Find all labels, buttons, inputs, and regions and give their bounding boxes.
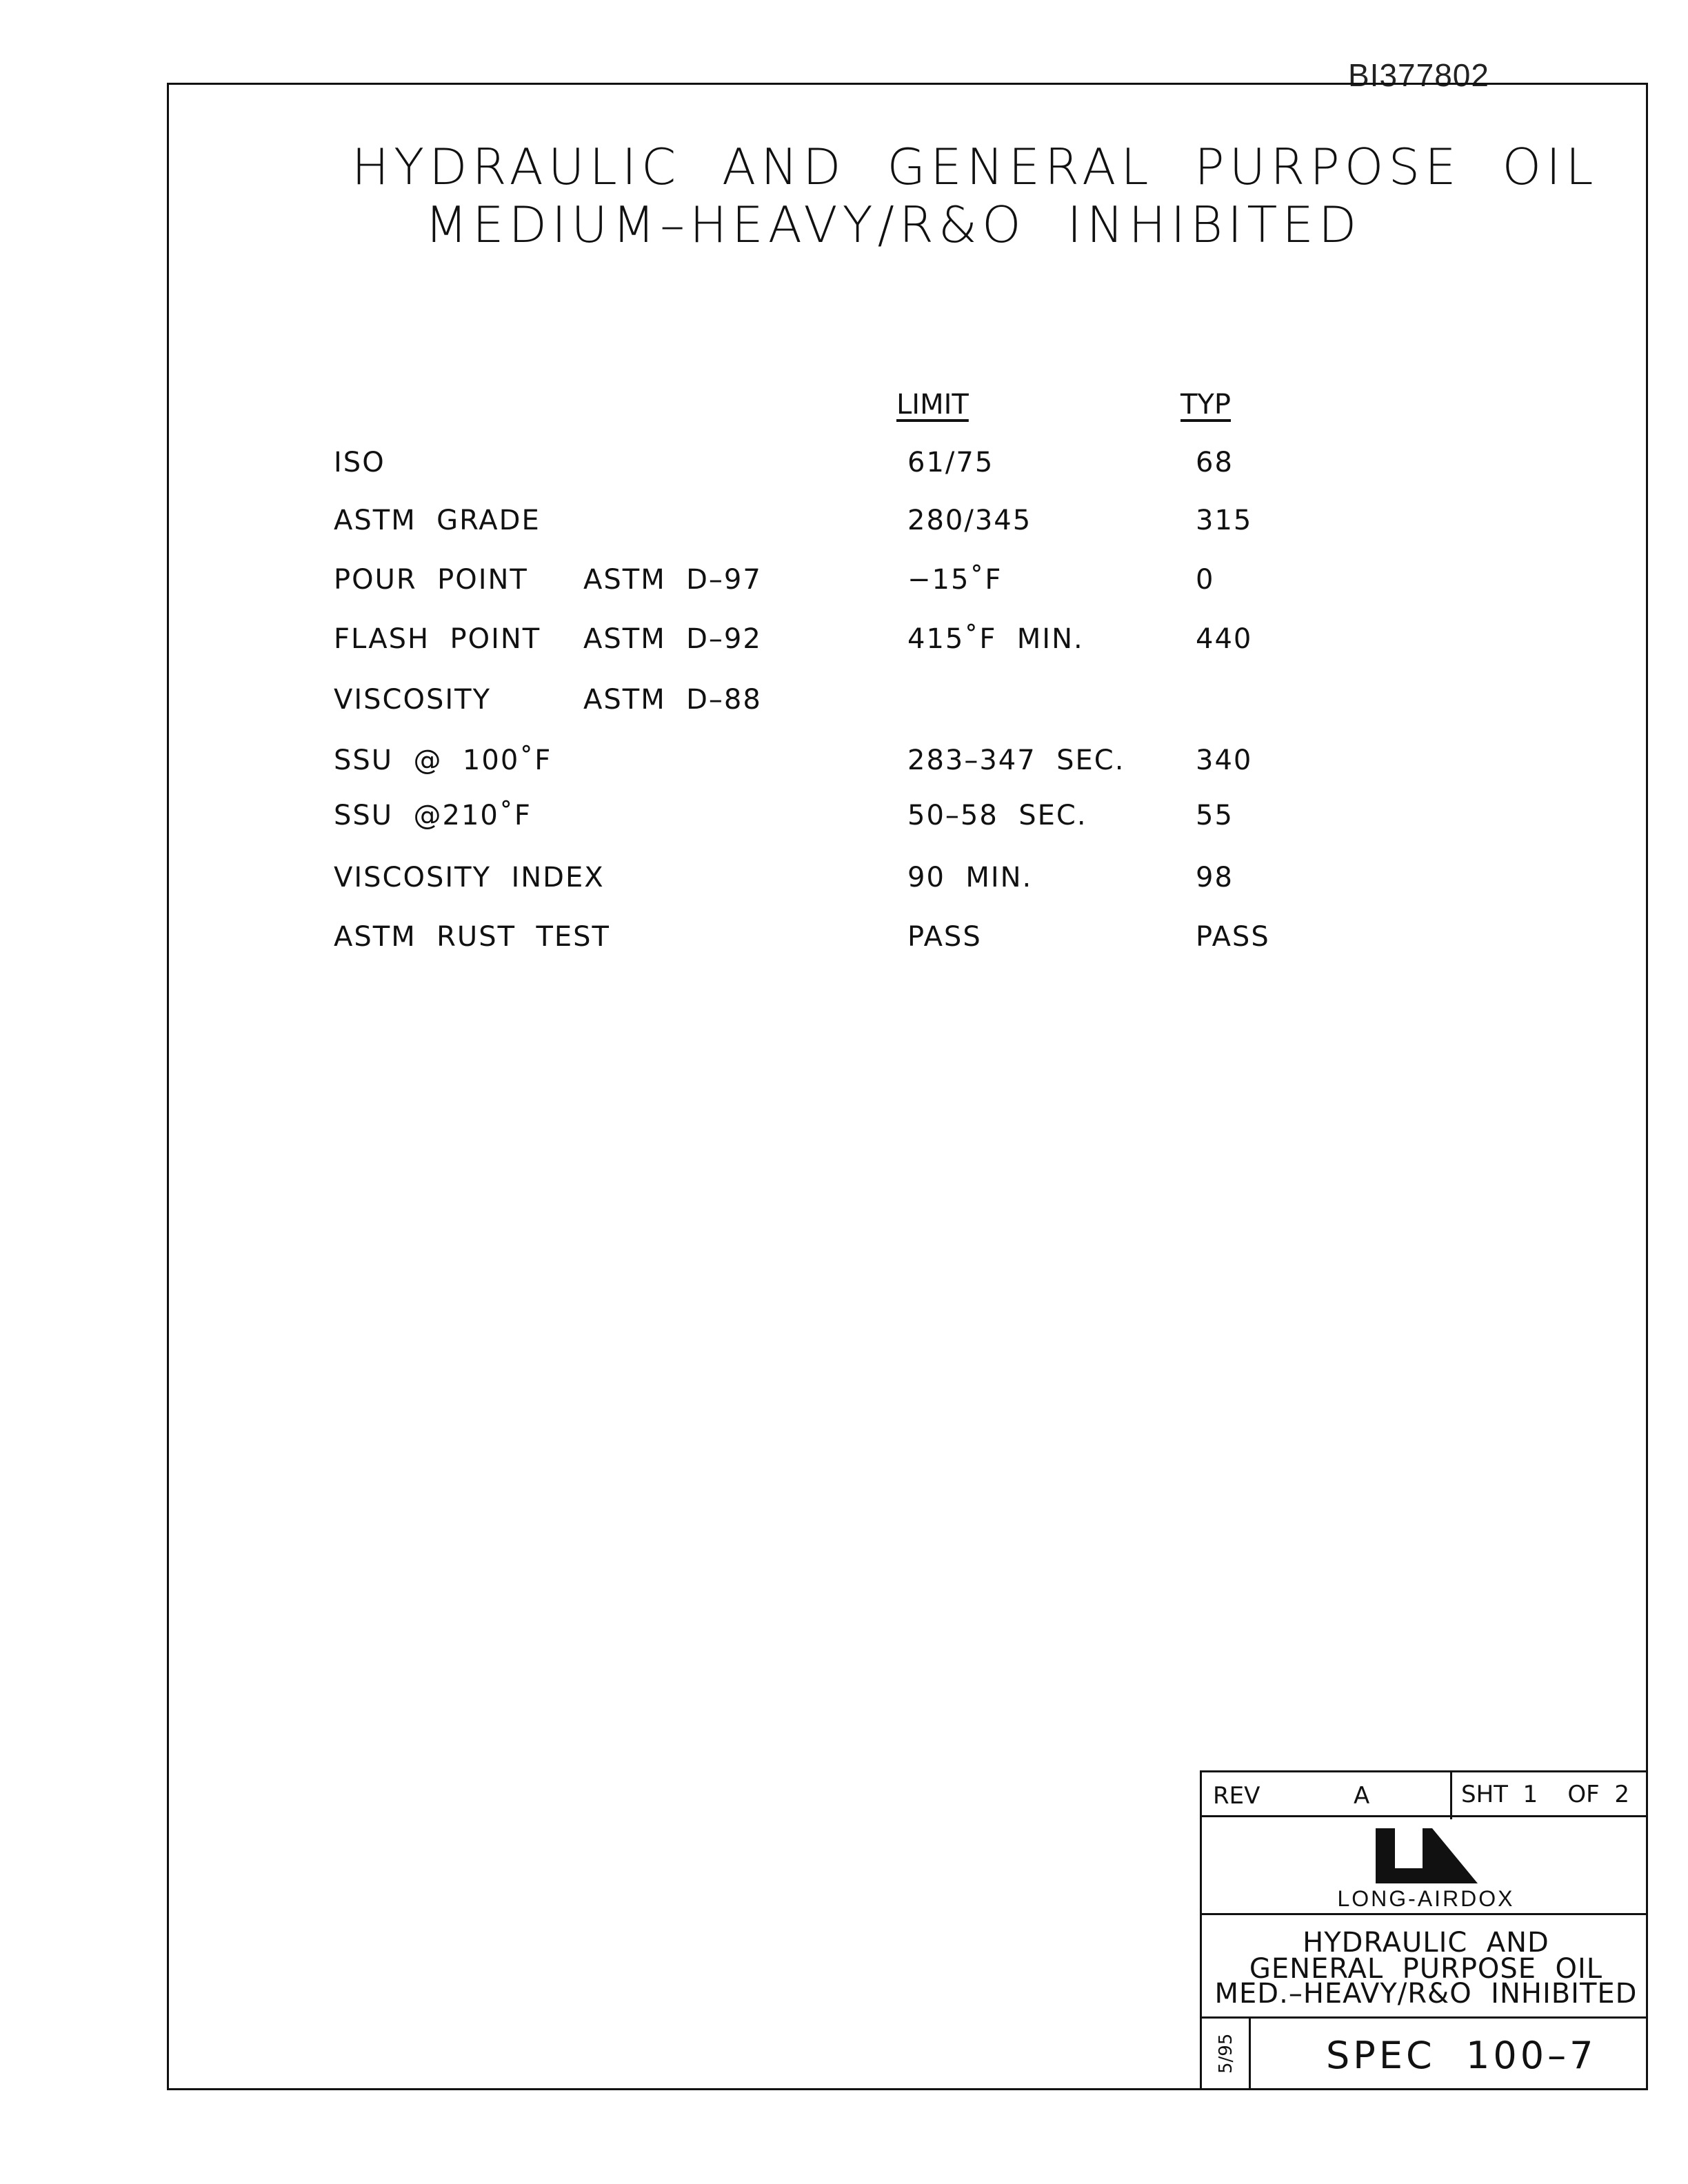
description-line: GENERAL PURPOSE OIL (1249, 1953, 1603, 1985)
typ-value: 0 (1196, 564, 1215, 596)
property-name: SSU @ 100˚F (334, 745, 552, 776)
property-name: POUR POINT (334, 564, 528, 596)
typ-value: 55 (1196, 800, 1234, 831)
header-limit: LIMIT (896, 389, 969, 421)
date-label: 5/95 (1216, 2033, 1236, 2074)
limit-value: 61/75 (907, 447, 994, 478)
typ-value: 98 (1196, 862, 1234, 893)
rev-label: REV (1213, 1782, 1260, 1810)
limit-value: 283–347 SEC. (907, 745, 1125, 776)
header-typ: TYP (1180, 389, 1231, 421)
sheet-number: SHT 1 OF 2 (1461, 1781, 1629, 1808)
company-row (1200, 1817, 1648, 1915)
limit-value: −15˚F (907, 564, 1003, 596)
property-name: SSU @210˚F (334, 800, 532, 831)
company-name: LONG-AIRDOX (1337, 1886, 1515, 1911)
revision-row (1200, 1770, 1648, 1817)
typ-value: 440 (1196, 623, 1253, 655)
limit-value: 50–58 SEC. (907, 800, 1087, 831)
divider (1249, 2019, 1251, 2090)
test-method: ASTM D–88 (583, 684, 762, 716)
rev-value: A (1354, 1782, 1370, 1810)
typ-value: 340 (1196, 745, 1253, 776)
company-logo (1374, 1827, 1478, 1885)
limit-value: 415˚F MIN. (907, 623, 1084, 655)
spec-row-block (1200, 2019, 1648, 2090)
limit-value: 280/345 (907, 505, 1032, 536)
title-block (1200, 1770, 1648, 2090)
spec-number: SPEC 100–7 (1326, 2034, 1597, 2077)
test-method: ASTM D–92 (583, 623, 762, 655)
property-name: ISO (334, 447, 385, 478)
property-name: ASTM RUST TEST (334, 921, 610, 953)
typ-value: PASS (1196, 921, 1270, 953)
description-line: HYDRAULIC AND (1303, 1927, 1549, 1959)
limit-value: PASS (907, 921, 982, 953)
test-method: ASTM D–97 (583, 564, 762, 596)
property-name: VISCOSITY INDEX (334, 862, 605, 893)
description-line: MED.–HEAVY/R&O INHIBITED (1214, 1978, 1638, 2010)
typ-value: 68 (1196, 447, 1234, 478)
title-line-2: MEDIUM–HEAVY/R&O INHIBITED (425, 196, 1362, 254)
property-name: ASTM GRADE (334, 505, 541, 536)
title-line-1: HYDRAULIC AND GENERAL PURPOSE OIL (352, 138, 1598, 196)
divider (1450, 1772, 1452, 1819)
document-id: BI377802 (1348, 57, 1489, 93)
property-name: VISCOSITY (334, 684, 492, 716)
property-name: FLASH POINT (334, 623, 541, 655)
typ-value: 315 (1196, 505, 1253, 536)
limit-value: 90 MIN. (907, 862, 1033, 893)
description-row (1200, 1915, 1648, 2019)
